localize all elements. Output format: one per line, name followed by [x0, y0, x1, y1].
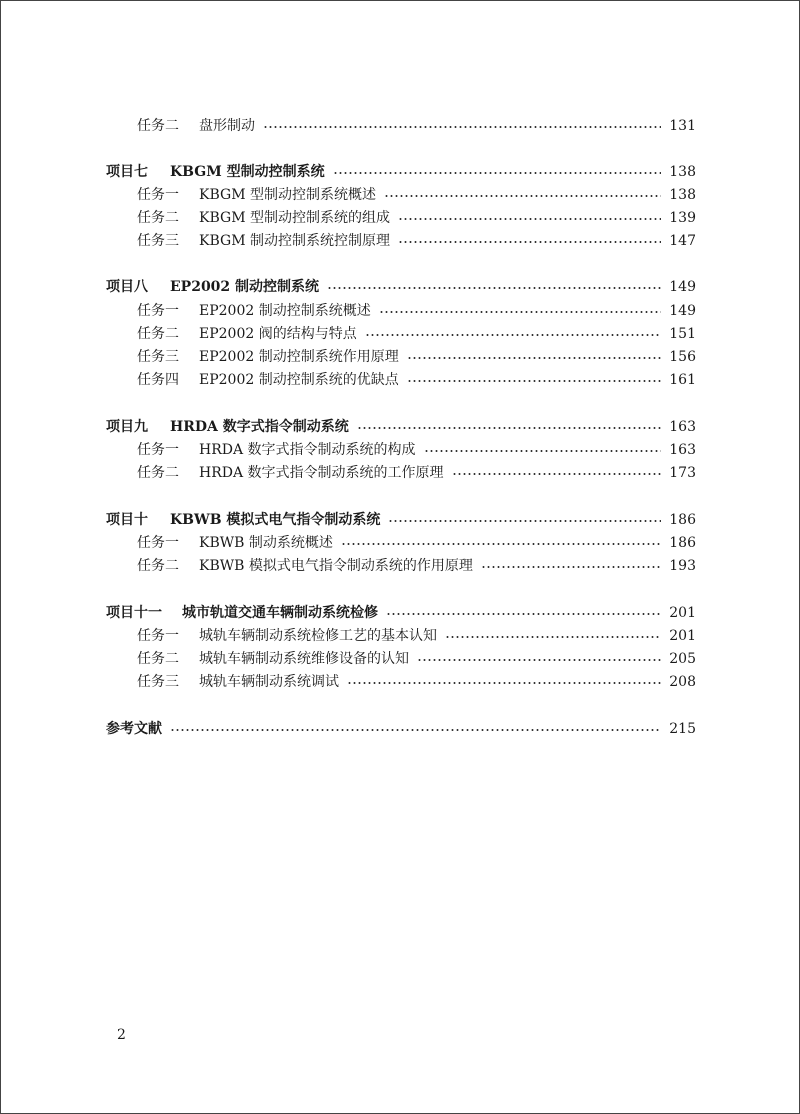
dot-leader — [327, 287, 661, 289]
toc-entry-title: KBGM 型制动控制系统的组成 — [199, 210, 390, 226]
toc-entry — [137, 324, 696, 344]
toc-entry-title: EP2002 制动控制系统 — [170, 279, 320, 295]
dot-leader — [417, 659, 661, 661]
toc-entry-page: 131 — [669, 118, 696, 134]
toc-entry — [137, 463, 696, 483]
dot-leader — [424, 450, 662, 452]
dot-leader — [398, 241, 661, 243]
dot-leader — [445, 636, 661, 638]
toc-section-heading — [106, 417, 696, 437]
toc-entry-page: 205 — [669, 651, 696, 667]
toc-entry — [137, 626, 696, 646]
toc-entry-title: KBGM 型制动控制系统 — [170, 164, 325, 180]
toc-entry-page: 161 — [669, 372, 696, 388]
toc-entry-label: 任务一 — [137, 303, 179, 319]
toc-entry — [137, 301, 696, 321]
dot-leader — [333, 172, 662, 174]
toc-entry-page: 215 — [669, 721, 696, 737]
toc-entry-title: KBWB 制动系统概述 — [199, 535, 333, 551]
toc-entry — [137, 533, 696, 553]
toc-section-heading — [106, 277, 696, 297]
toc-entry-label: 任务二 — [137, 558, 179, 574]
toc-entry-title: 城轨车辆制动系统维修设备的认知 — [199, 651, 409, 667]
toc-entry-title: EP2002 制动控制系统作用原理 — [199, 349, 399, 365]
dot-leader — [384, 195, 661, 197]
dot-leader — [357, 427, 662, 429]
toc-entry-label: 项目七 — [106, 164, 148, 180]
toc-entry-title: KBGM 型制动控制系统概述 — [199, 187, 376, 203]
toc-entry-page: 208 — [669, 674, 696, 690]
toc-entry-label: 任务一 — [137, 187, 179, 203]
toc-entry-title: KBGM 制动控制系统控制原理 — [199, 233, 390, 249]
toc-entry-page: 156 — [669, 349, 696, 365]
toc-entry-label: 任务三 — [137, 349, 179, 365]
toc-entry-label: 任务二 — [137, 210, 179, 226]
toc-entry-label: 任务三 — [137, 674, 179, 690]
page-number: 2 — [117, 1027, 126, 1043]
toc-entry-title: 盘形制动 — [199, 118, 255, 134]
toc-entry-title: EP2002 阀的结构与特点 — [199, 326, 357, 342]
toc-entry — [137, 116, 696, 136]
toc-entry-title: EP2002 制动控制系统的优缺点 — [199, 372, 399, 388]
toc-entry-title: KBWB 模拟式电气指令制动系统的作用原理 — [199, 558, 473, 574]
dot-leader — [379, 311, 662, 313]
toc-entry-page: 149 — [669, 303, 696, 319]
toc-entry-page: 193 — [669, 558, 696, 574]
toc-entry — [137, 208, 696, 228]
toc-entry-page: 163 — [669, 442, 696, 458]
dot-leader — [263, 126, 661, 128]
dot-leader — [170, 729, 661, 731]
toc-entry-page: 138 — [669, 187, 696, 203]
toc-entry-label: 项目十 — [106, 512, 148, 528]
toc-entry-label: 任务二 — [137, 651, 179, 667]
toc-entry-page: 149 — [669, 279, 696, 295]
toc-entry-page: 173 — [669, 465, 696, 481]
toc-entry-label: 项目八 — [106, 279, 148, 295]
toc-entry-label: 任务四 — [137, 372, 179, 388]
toc-section-heading — [106, 162, 696, 182]
toc-entry-page: 186 — [669, 535, 696, 551]
dot-leader — [347, 682, 661, 684]
dot-leader — [388, 520, 661, 522]
dot-leader — [398, 218, 661, 220]
toc-entry — [137, 556, 696, 576]
toc-section-heading — [106, 603, 696, 623]
toc-entry-page: 186 — [669, 512, 696, 528]
toc-entry-title: KBWB 模拟式电气指令制动系统 — [170, 512, 381, 528]
toc-entry-label: 任务一 — [137, 442, 179, 458]
toc-section-heading — [106, 510, 696, 530]
toc-entry-title: HRDA 数字式指令制动系统的工作原理 — [199, 465, 444, 481]
toc-entry — [137, 347, 696, 367]
dot-leader — [407, 357, 662, 359]
toc-references-entry — [106, 719, 696, 739]
toc-entry-label: 任务二 — [137, 465, 179, 481]
toc-entry — [137, 231, 696, 251]
toc-entry-label: 任务二 — [137, 326, 179, 342]
toc-entry-title: EP2002 制动控制系统概述 — [199, 303, 371, 319]
toc-entry-label: 项目九 — [106, 419, 148, 435]
toc-entry-page: 163 — [669, 419, 696, 435]
toc-entry — [137, 185, 696, 205]
toc-entry-label: 项目十一 — [106, 605, 162, 621]
toc-entry-label: 任务一 — [137, 628, 179, 644]
toc-entry-page: 138 — [669, 164, 696, 180]
toc-entry-page: 151 — [669, 326, 696, 342]
toc-entry — [137, 649, 696, 669]
toc-entry-title: 城轨车辆制动系统检修工艺的基本认知 — [199, 628, 437, 644]
toc-entry-page: 201 — [669, 605, 696, 621]
toc-entry-title: 城市轨道交通车辆制动系统检修 — [182, 605, 378, 621]
dot-leader — [341, 543, 661, 545]
toc-entry-title: HRDA 数字式指令制动系统的构成 — [199, 442, 416, 458]
toc-entry — [137, 370, 696, 390]
toc-entry-label: 任务二 — [137, 118, 179, 134]
toc-entry-title: HRDA 数字式指令制动系统 — [170, 419, 349, 435]
dot-leader — [452, 473, 662, 475]
dot-leader — [365, 334, 662, 336]
toc-entry-page: 139 — [669, 210, 696, 226]
toc-entry-title: 参考文献 — [106, 721, 162, 737]
toc-entry — [137, 672, 696, 692]
toc-entry — [137, 440, 696, 460]
dot-leader — [407, 380, 662, 382]
toc-entry-title: 城轨车辆制动系统调试 — [199, 674, 339, 690]
toc-entry-label: 任务一 — [137, 535, 179, 551]
toc-entry-page: 147 — [669, 233, 696, 249]
dot-leader — [386, 613, 661, 615]
dot-leader — [481, 566, 661, 568]
toc-entry-label: 任务三 — [137, 233, 179, 249]
toc-entry-page: 201 — [669, 628, 696, 644]
